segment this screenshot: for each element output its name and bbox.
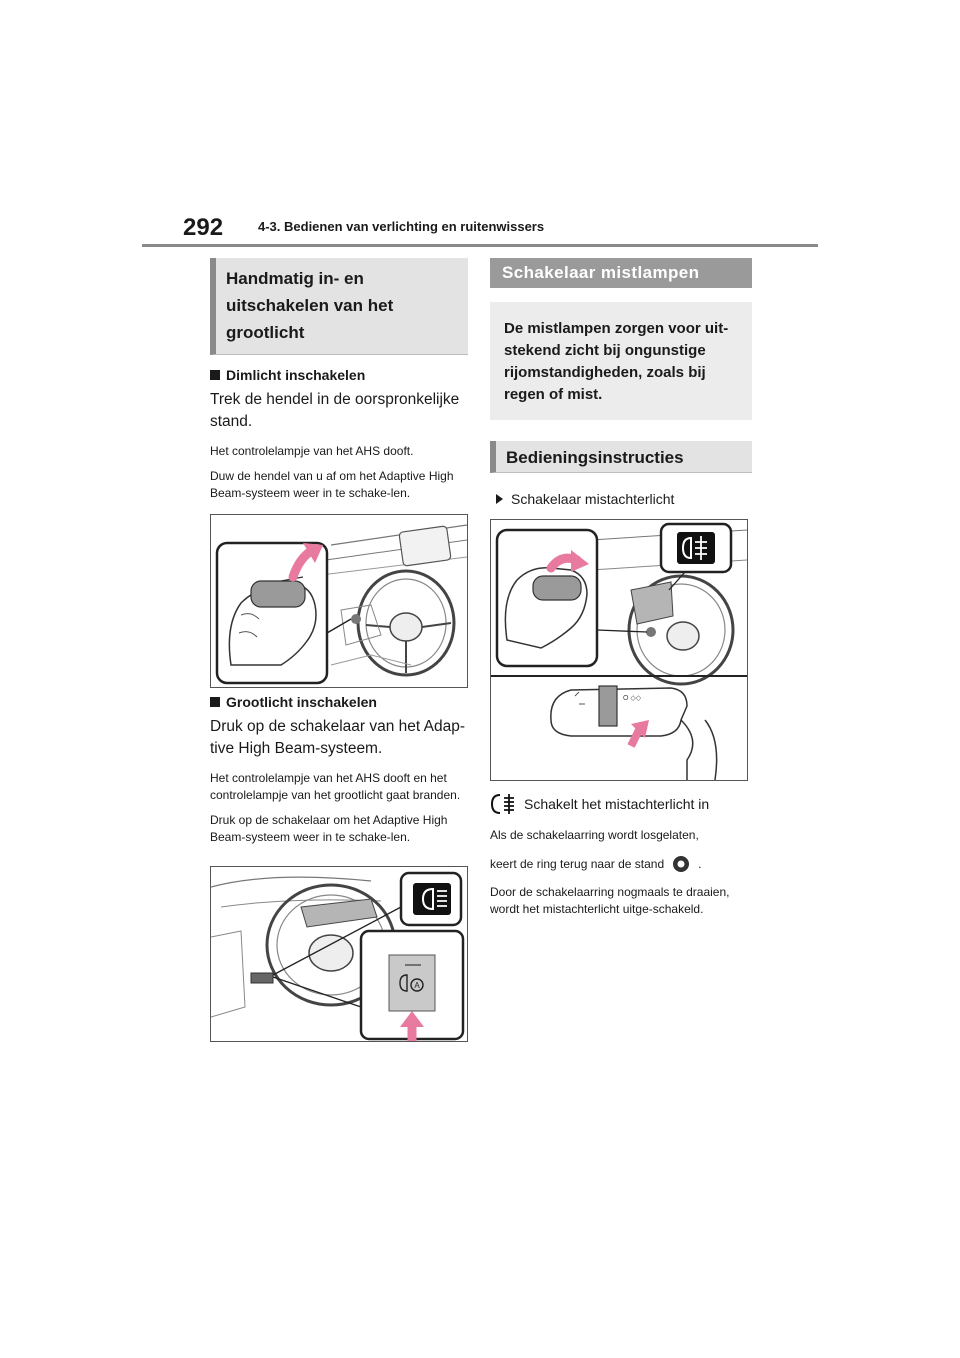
fog-note-1: [490, 827, 752, 874]
fog-note-1-line-b: [490, 854, 752, 874]
dim-heading: [210, 367, 468, 383]
header-section-title: 4-3. Bedienen van verlichting en ruitenwissers: [258, 219, 545, 234]
high-instruction: Druk op de schakelaar van het Adap-tive High Beam-systeem.: [210, 718, 466, 757]
high-note-1: Het controlelampje van het AHS dooft en het controlelampje van het grootlicht gaat branden.: [210, 771, 461, 802]
fog-note-1-line-a: Als de schakelaarring wordt losgelaten,: [490, 828, 699, 842]
figure-lever-pull: [210, 514, 468, 688]
svg-text:A: A: [414, 981, 420, 990]
section-title-fog: Schakelaar mistlampen: [490, 258, 752, 288]
left-column: [210, 258, 468, 1042]
section-title-high-beam: Handmatig in- en uitschakelen van het grootlicht: [210, 258, 468, 355]
high-heading: [210, 694, 468, 710]
fog-intro: De mistlampen zorgen voor uit-stekend zicht bij ongunstige rijomstandigheden, zoals bij regen of mist.: [490, 302, 752, 420]
page-number: 292: [183, 214, 224, 241]
fog-note-1-text-c: .: [698, 856, 702, 871]
dim-instruction: Trek de hendel in de oorspronkelijke stand.: [210, 391, 460, 430]
fog-note-1-text-b: keert de ring terug naar de stand: [490, 856, 665, 871]
high-heading-text: Grootlicht inschakelen: [226, 694, 377, 710]
svg-text:O ◇◇: O ◇◇: [623, 695, 642, 702]
square-bullet-icon: [210, 370, 220, 380]
figure-fog-switch: [490, 519, 748, 781]
figure-ahs-switch: [210, 866, 468, 1042]
fog-bullet: [490, 491, 752, 507]
fog-description: [490, 793, 752, 815]
header-divider: [142, 244, 818, 247]
fog-description-text: Schakelt het mistachterlicht in: [524, 796, 710, 812]
square-bullet-icon: [210, 697, 220, 707]
dim-note-1: Het controlelampje van het AHS dooft.: [210, 444, 414, 458]
fog-note-2: Door de schakelaarring nogmaals te draaien, wordt het mistachterlicht uitge-schakeld.: [490, 885, 730, 916]
dim-heading-text: Dimlicht inschakelen: [226, 367, 366, 383]
high-note-2: Druk op de schakelaar om het Adaptive High Beam-systeem weer in te schake-len.: [210, 813, 448, 844]
triangle-bullet-icon: [496, 494, 503, 504]
right-column: [490, 258, 752, 918]
section-title-instructions: Bedieningsinstructies: [490, 441, 752, 473]
fog-bullet-text: Schakelaar mistachterlicht: [511, 491, 675, 507]
rear-fog-light-icon: [490, 793, 516, 815]
off-position-icon: [670, 854, 692, 874]
dim-note-2: Duw de hendel van u af om het Adaptive High Beam-systeem weer in te schake-len.: [210, 469, 454, 500]
